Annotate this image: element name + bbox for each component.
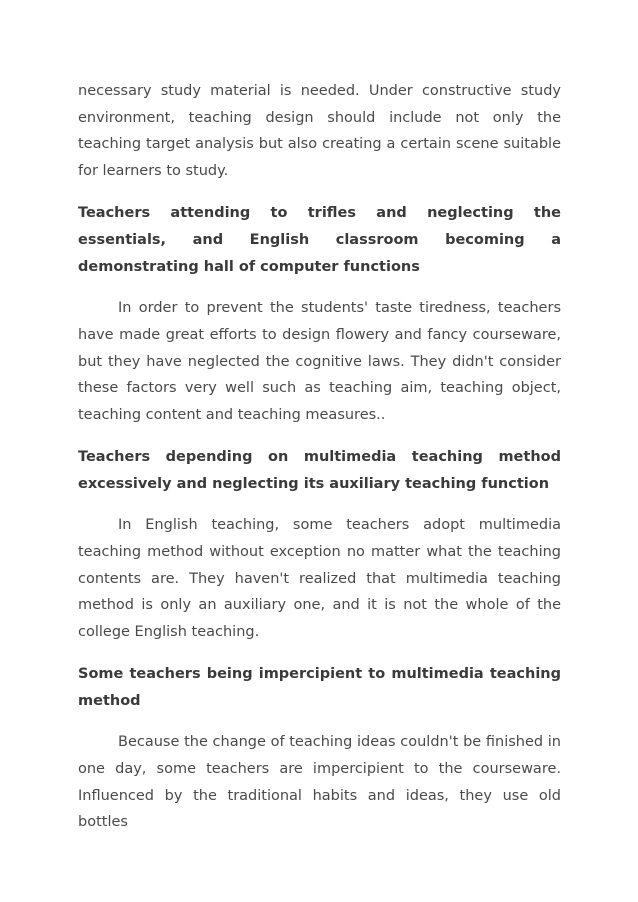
paragraph-english-teaching: In English teaching, some teachers adopt multimedia teaching method without exception no matter what the teaching contents are. They haven't realized that multimedia teaching method is only an auxiliary one, and it is not the whole of the college English teaching. — [78, 517, 561, 640]
paragraph-teaching-ideas: Because the change of teaching ideas couldn't be finished in one day, some teachers are impercipient to the courseware. Influenced by the traditional habits and ideas, they use old bottles — [78, 734, 561, 831]
document-page — [78, 78, 561, 836]
heading-depending-multimedia: Teachers depending on multimedia teaching method excessively and neglecting its auxiliary teaching function — [78, 449, 561, 493]
heading-impercipient: Some teachers being impercipient to multimedia teaching method — [78, 666, 561, 710]
heading-trifles: Teachers attending to trifles and neglecting the essentials, and English classroom becoming a demonstrating hall of computer functions — [78, 205, 561, 276]
paragraph-study-material: necessary study material is needed. Under constructive study environment, teaching design should include not only the teaching target analysis but also creating a certain scene suitable for learners to study. — [78, 83, 561, 179]
paragraph-taste-tiredness: In order to prevent the students' taste tiredness, teachers have made great efforts to design flowery and fancy courseware, but they have neglected the cognitive laws. They didn't consider these factors very well such as teaching aim, teaching object, teaching content and teaching measures.. — [78, 300, 561, 423]
